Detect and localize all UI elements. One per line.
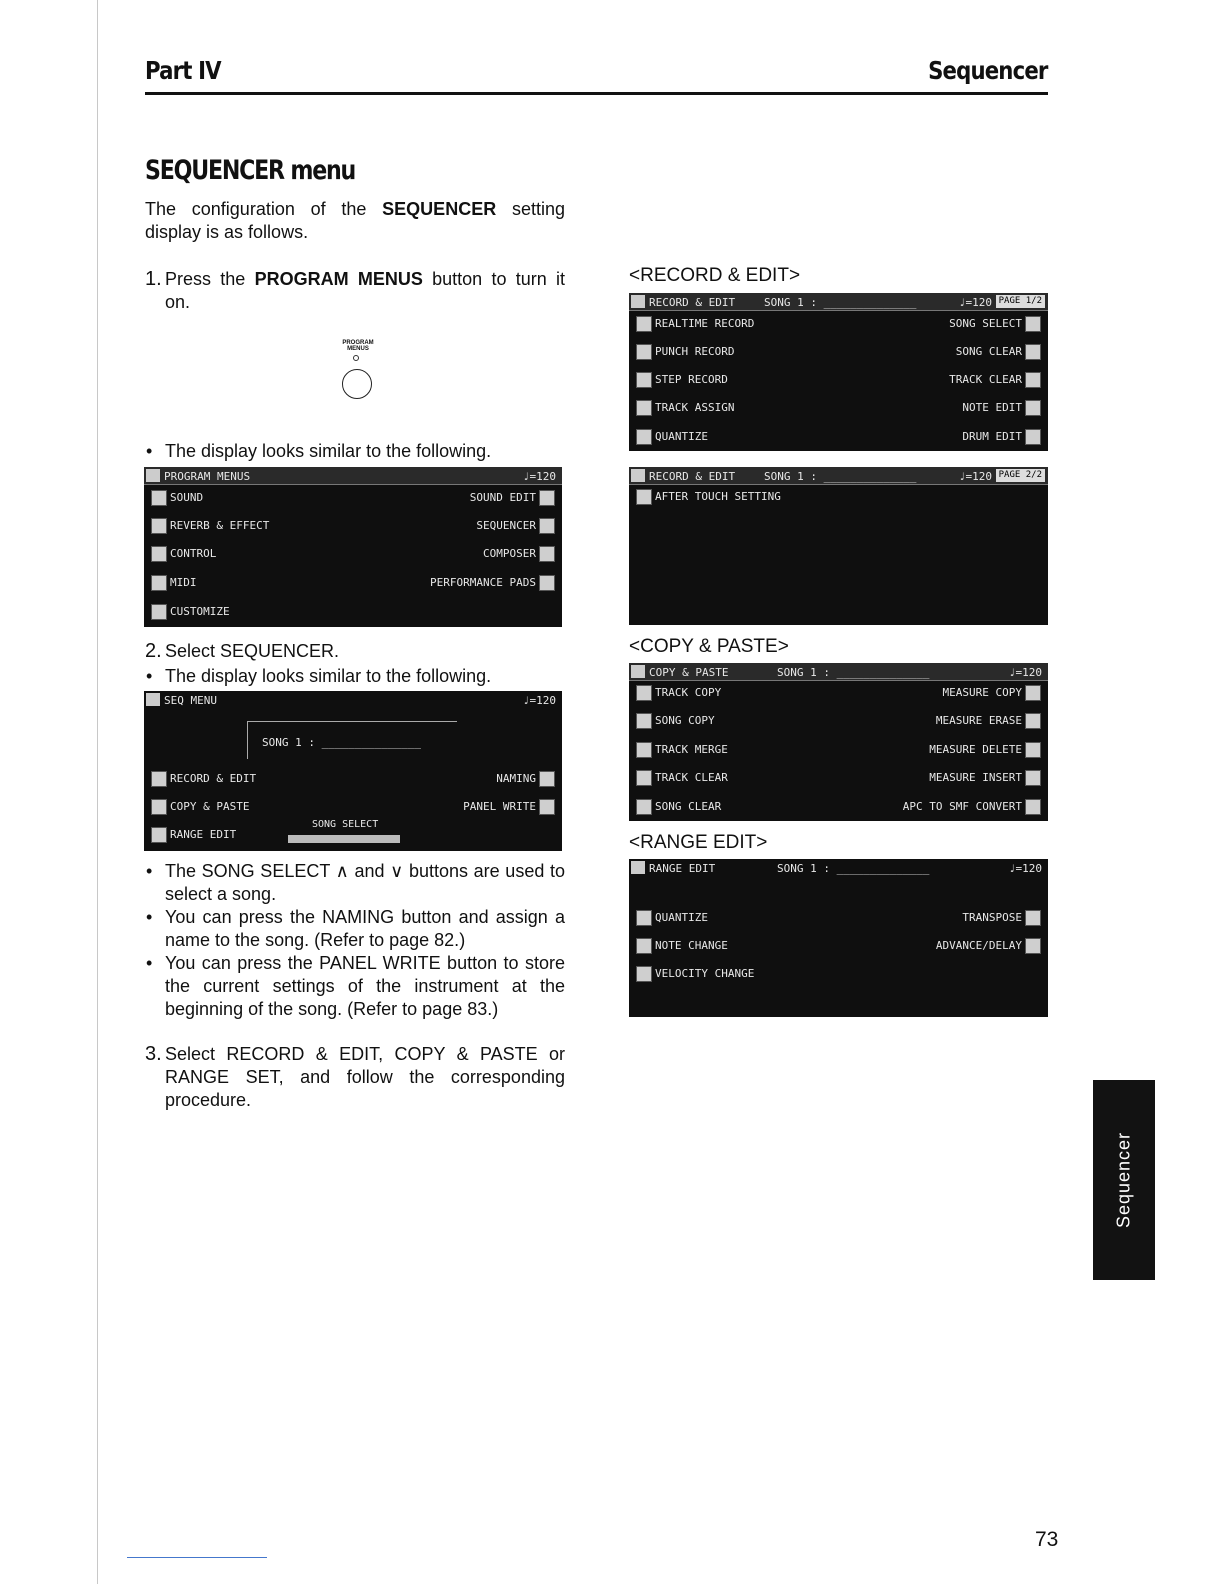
screen-copy-paste: COPY & PASTE SONG 1 : ______________ ♩=120 TRACK COPY SONG COPY TRACK MERGE TRACK CLEAR SONG CLEAR MEASURE COPY MEASURE ERASE MEASURE DELETE MEASURE INSERT APC TO SMF CONVERT — [629, 663, 1048, 821]
menu-item-sound-edit[interactable]: SOUND EDIT — [470, 488, 558, 508]
screen-icon — [146, 469, 160, 482]
page-indicator: PAGE 2/2 — [996, 469, 1045, 482]
chapter-side-tab: Sequencer — [1093, 1080, 1155, 1280]
menu-item-drum-edit[interactable]: DRUM EDIT — [962, 427, 1044, 447]
menu-item-measure-copy[interactable]: MEASURE COPY — [943, 683, 1044, 703]
range-icon — [151, 827, 167, 843]
step-icon — [636, 372, 652, 388]
screen-range-edit: RANGE EDIT SONG 1 : ______________ ♩=120 QUANTIZE NOTE CHANGE VELOCITY CHANGE TRANSPOSE ADVANCE/DELAY — [629, 859, 1048, 1017]
menu-item-reverb-effect[interactable]: REVERB & EFFECT — [148, 516, 269, 536]
page-indicator: PAGE 1/2 — [996, 295, 1045, 308]
menu-item-panel-write[interactable]: PANEL WRITE — [463, 797, 558, 817]
menu-item-track-clear[interactable]: TRACK CLEAR — [949, 370, 1044, 390]
screen-record-edit-page1: RECORD & EDIT SONG 1 : ______________ ♩=120 PAGE 1/2 REALTIME RECORD PUNCH RECORD STEP RECORD TRACK ASSIGN QUANTIZE SONG SELECT SONG CLEAR TRACK CLEAR NOTE EDIT DRUM EDIT — [629, 293, 1048, 451]
sound-icon — [151, 490, 167, 506]
track-assign-icon — [636, 400, 652, 416]
step-1: 1. Press the PROGRAM MENUS button to turn it on. — [145, 268, 565, 312]
menu-item-song-clear[interactable]: SONG CLEAR — [633, 797, 721, 817]
sequencer-icon — [539, 518, 555, 534]
naming-icon — [539, 771, 555, 787]
reverb-icon — [151, 518, 167, 534]
song-select-button[interactable] — [288, 835, 400, 843]
sound-edit-icon — [539, 490, 555, 506]
menu-item-track-clear[interactable]: TRACK CLEAR — [633, 768, 728, 788]
song-name: SONG 1 : _______________ — [262, 736, 421, 749]
song-clear-icon — [1025, 344, 1041, 360]
footer-line — [127, 1557, 267, 1558]
menu-item-record-edit[interactable]: RECORD & EDIT — [148, 769, 256, 789]
menu-item-naming[interactable]: NAMING — [496, 769, 558, 789]
left-column — [145, 155, 565, 314]
screen-icon — [631, 665, 645, 678]
after-touch-icon — [636, 489, 652, 505]
song-box — [247, 721, 457, 759]
menu-item-track-merge[interactable]: TRACK MERGE — [633, 740, 728, 760]
track-clear-icon — [1025, 372, 1041, 388]
menu-item-realtime-record[interactable]: REALTIME RECORD — [633, 314, 754, 334]
menu-item-performance-pads[interactable]: PERFORMANCE PADS — [430, 573, 558, 593]
menu-item-track-copy[interactable]: TRACK COPY — [633, 683, 721, 703]
bullet-display-1: • The display looks similar to the following. — [145, 440, 565, 463]
menu-item-quantize[interactable]: QUANTIZE — [633, 427, 708, 447]
menu-item-measure-erase[interactable]: MEASURE ERASE — [936, 711, 1044, 731]
bullets-after — [145, 860, 565, 1021]
control-icon — [151, 546, 167, 562]
program-menus-button[interactable] — [342, 369, 372, 399]
menu-item-apc-to-smf-convert[interactable]: APC TO SMF CONVERT — [903, 797, 1044, 817]
copy-icon — [151, 799, 167, 815]
measure-copy-icon — [1025, 685, 1041, 701]
menu-item-step-record[interactable]: STEP RECORD — [633, 370, 728, 390]
screen-seq-menu: SEQ MENU ♩=120 SONG 1 : _______________ RECORD & EDIT COPY & PASTE RANGE EDIT NAMING PANEL WRITE SONG SELECT — [144, 691, 562, 851]
screen-icon — [146, 693, 160, 706]
menu-item-song-copy[interactable]: SONG COPY — [633, 711, 715, 731]
menu-item-control[interactable]: CONTROL — [148, 544, 216, 564]
bullet-song-select: • The SONG SELECT ∧ and ∨ buttons are used to select a song. — [145, 860, 565, 906]
menu-item-sound[interactable]: SOUND — [148, 488, 203, 508]
quantize-icon — [636, 910, 652, 926]
range-edit-label: <RANGE EDIT> — [629, 832, 768, 853]
copy-paste-label: <COPY & PASTE> — [629, 636, 789, 657]
menu-item-track-assign[interactable]: TRACK ASSIGN — [633, 398, 734, 418]
menu-item-midi[interactable]: MIDI — [148, 573, 197, 593]
menu-item-note-change[interactable]: NOTE CHANGE — [633, 936, 728, 956]
screen-program-menus: PROGRAM MENUS ♩=120 SOUND REVERB & EFFECT CONTROL MIDI CUSTOMIZE SOUND EDIT SEQUENCER COMPOSER PERFORMANCE PADS — [144, 467, 562, 627]
screen-icon — [631, 295, 645, 308]
menu-item-punch-record[interactable]: PUNCH RECORD — [633, 342, 734, 362]
menu-item-after-touch-setting[interactable]: AFTER TOUCH SETTING — [633, 487, 781, 507]
measure-erase-icon — [1025, 713, 1041, 729]
menu-item-song-select[interactable]: SONG SELECT — [949, 314, 1044, 334]
record-edit-label: <RECORD & EDIT> — [629, 265, 801, 286]
menu-item-advance-delay[interactable]: ADVANCE/DELAY — [936, 936, 1044, 956]
song-copy-icon — [636, 713, 652, 729]
song-select-label: SONG SELECT — [312, 819, 379, 830]
menu-item-copy-paste[interactable]: COPY & PASTE — [148, 797, 249, 817]
convert-icon — [1025, 799, 1041, 815]
velocity-icon — [636, 966, 652, 982]
advance-delay-icon — [1025, 938, 1041, 954]
note-edit-icon — [1025, 400, 1041, 416]
bullet-panel-write: • You can press the PANEL WRITE button to store the current settings of the instrument at the beginning of the song. (Refer to page 83.) — [145, 952, 565, 1021]
header-part: Part IV — [145, 56, 221, 85]
song-select-icon — [1025, 316, 1041, 332]
header-chapter: Sequencer — [928, 56, 1048, 85]
measure-delete-icon — [1025, 742, 1041, 758]
composer-icon — [539, 546, 555, 562]
menu-item-measure-insert[interactable]: MEASURE INSERT — [929, 768, 1044, 788]
menu-item-composer[interactable]: COMPOSER — [483, 544, 558, 564]
track-copy-icon — [636, 685, 652, 701]
pads-icon — [539, 575, 555, 591]
menu-item-measure-delete[interactable]: MEASURE DELETE — [929, 740, 1044, 760]
customize-icon — [151, 604, 167, 620]
menu-item-song-clear[interactable]: SONG CLEAR — [956, 342, 1044, 362]
header-rule — [145, 92, 1048, 95]
menu-item-quantize[interactable]: QUANTIZE — [633, 908, 708, 928]
menu-item-customize[interactable]: CUSTOMIZE — [148, 602, 230, 622]
menu-item-transpose[interactable]: TRANSPOSE — [962, 908, 1044, 928]
menu-item-note-edit[interactable]: NOTE EDIT — [962, 398, 1044, 418]
record-icon — [151, 771, 167, 787]
drum-edit-icon — [1025, 429, 1041, 445]
screen-icon — [631, 861, 645, 874]
punch-icon — [636, 344, 652, 360]
step-3: 3. Select RECORD & EDIT, COPY & PASTE or RANGE SET, and follow the corresponding procedure. — [145, 1043, 565, 1110]
program-menus-led — [353, 355, 359, 361]
page-number: 73 — [1035, 1528, 1059, 1551]
bullet-naming: • You can press the NAMING button and assign a name to the song. (Refer to page 82.) — [145, 906, 565, 952]
panel-write-icon — [539, 799, 555, 815]
transpose-icon — [1025, 910, 1041, 926]
menu-item-sequencer[interactable]: SEQUENCER — [476, 516, 558, 536]
binding-line — [97, 0, 98, 1584]
track-clear-icon — [636, 770, 652, 786]
section-title: SEQUENCER menu — [145, 155, 356, 186]
measure-insert-icon — [1025, 770, 1041, 786]
intro-paragraph: The configuration of the SEQUENCER setting display is as follows. — [145, 199, 565, 242]
song-clear-icon — [636, 799, 652, 815]
track-merge-icon — [636, 742, 652, 758]
clock-icon — [636, 316, 652, 332]
bullet-display-2: • The display looks similar to the following. — [145, 665, 565, 688]
note-change-icon — [636, 938, 652, 954]
program-menus-label: PROGRAM MENUS — [342, 340, 374, 352]
screen-icon — [631, 469, 645, 482]
screen-record-edit-page2: RECORD & EDIT SONG 1 : ______________ ♩=120 PAGE 2/2 AFTER TOUCH SETTING — [629, 467, 1048, 625]
menu-item-velocity-change[interactable]: VELOCITY CHANGE — [633, 964, 754, 984]
quantize-icon — [636, 429, 652, 445]
midi-icon — [151, 575, 167, 591]
menu-item-range-edit[interactable]: RANGE EDIT — [148, 825, 236, 845]
step-2: 2. Select SEQUENCER. — [145, 640, 340, 662]
